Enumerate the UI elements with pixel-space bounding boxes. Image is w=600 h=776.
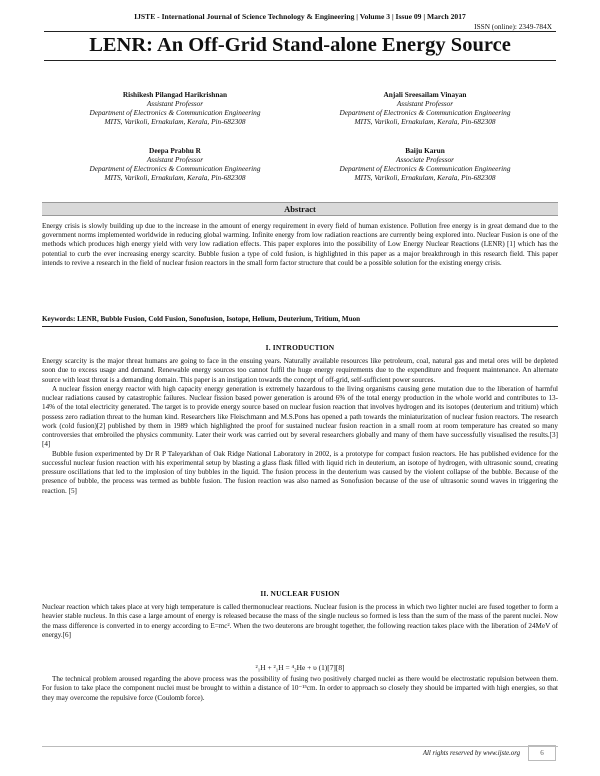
author-block [50,90,300,126]
author-role: Assistant Professor [146,155,204,164]
keywords: Keywords: LENR, Bubble Fusion, Cold Fusion, Sonofusion, Isotope, Helium, Deuterium, Tritium, Muon [42,315,361,323]
paragraph: A nuclear fission energy reactor with high capacity energy generation is extremely hazardous to the living organisms causing gene mutation due to the liberation of harmful nuclear radiations caused by catastrophic failures. Nuclear fission based power generation is around 6% of the total energy production in the whole world and contributes to 13-14% of the total electricity generated. The target is to provide energy source based on nuclear fusion reaction that involves hydrogen and its isotopes (deuterium and tritium) which possess zero radiation threat to the human kind. Researchers like Fleischmann and M.S.Pons has opened a path towards the miniaturization of nuclear fusion reactors. The research work (cold fusion)[2] published by them in 1989 which highlighted the proof for sustained nuclear fusion reaction in a small room at room temperature has created so many controversies that embroiled the physics community. Later their work was carried out by several researchers globally and many of them have successfully visualised the results.[3][4] [42,384,558,449]
author-department: Department of Electronics & Communication Engineering [89,108,261,117]
title-divider-bottom [44,60,556,61]
paragraph: The technical problem aroused regarding the above process was the possibility of fusing two positively charged nuclei as there would be electrostatic repulsion between them. For fusion to take place the component nuclei must be brought to within a distance of 10⁻¹⁵cm. In order to approach so closely they should be imparted with high energies, so that they may overcome the repulsive force (Coulomb force). [42,675,558,702]
nuclear-fusion-body [42,603,558,640]
abstract-heading: Abstract [42,202,558,216]
title-divider-top [44,31,556,32]
page-number: 6 [528,745,556,761]
author-department: Department of Electronics & Communication Engineering [89,164,261,173]
author-block [300,146,550,182]
footer-divider [42,746,558,747]
section-heading-introduction: I. INTRODUCTION [265,343,335,352]
abstract-text: Energy crisis is slowly building up due to the increase in the amount of energy requirement in every field of human existence. Pollution free energy is in great demand due to the government norms implemented worldwide in reducing global warming. Infinite energy from low radiation reactions are currently being explored into. Nuclear Fusion is one of the methods which produces high energy yield with very low radiation effects. This paper explores into the possibility of Low Energy Nuclear Reactions (LENR) [1] which has the potential to curb the ever increasing energy scarcity. Bubble fusion a type of cold fusion, is highlighted in this paper as a major breakthrough in this research field. This paper intends to revive a research in the field of nuclear fusion reactors in the small form factor structure that could be a possible solution for the existing energy crisis. [42,222,558,267]
author-address: MITS, Varikoli, Ernakulam, Kerala, Pin-682308 [354,117,496,126]
author-address: MITS, Varikoli, Ernakulam, Kerala, Pin-682308 [354,173,496,182]
author-address: MITS, Varikoli, Ernakulam, Kerala, Pin-682308 [104,117,246,126]
author-department: Department of Electronics & Communication Engineering [339,108,511,117]
keywords-divider [42,326,558,327]
fusion-equation: ²₁H + ²₁H = ⁴₂He + υ (1)[7][8] [255,663,345,672]
paragraph: Bubble fusion experimented by Dr R P Taleyarkhan of Oak Ridge National Laboratory in 2002, is a prototype for compact fusion reactors. He has published evidence for the successful nuclear fusion reaction with his experimental setup by blasting a glass flask filled with liquid rich in deuterium, an isotope of hydrogen, with ultrasonic sound, creating pressure oscillations that led to the implosion of tiny bubbles in the liquid. The fusion process in the deuterium was caused by the violent collapse of the bubble. Because of the presence of bubble, the process was termed as bubble fusion. The fusion reaction was also named as Sonofusion because of the use of ultrasonic sound waves in triggering the reaction. [5] [42,449,558,495]
author-name: Deepa Prabhu R [149,146,201,155]
nuclear-fusion-body-continued [42,675,558,703]
author-role: Assistant Professor [396,99,454,108]
author-role: Associate Professor [396,155,454,164]
author-name: Anjali Sreesailam Vinayan [383,90,467,99]
author-role: Assistant Professor [146,99,204,108]
paragraph: Nuclear reaction which takes place at very high temperature is called thermonuclear reactions. Nuclear fusion is the process in which two lighter nuclei are fused together to form a heavier stable nucleus. In this case a large amount of energy is released because the mass of the single nucleus so formed is less than the sum of the mass of the parent nuclei. Now the mass difference is converted in to energy according to E=mc². When the two deuterons are brought together, the following reaction takes place with the liberation of 24MeV of energy.[6] [42,603,558,639]
author-block [50,146,300,182]
author-name: Rishikesh Pilangad Harikrishnan [122,90,228,99]
author-address: MITS, Varikoli, Ernakulam, Kerala, Pin-682308 [104,173,246,182]
section-heading-nuclear-fusion: II. NUCLEAR FUSION [260,589,340,598]
introduction-body [42,357,558,496]
author-block [300,90,550,126]
paper-title: LENR: An Off-Grid Stand-alone Energy Source [89,34,511,56]
footer-rights: All rights reserved by www.ijste.org [422,750,520,757]
journal-header: IJSTE - International Journal of Science Technology & Engineering | Volume 3 | Issue 09 | March 2017 [134,12,466,21]
author-name: Baiju Karun [405,146,445,155]
author-department: Department of Electronics & Communication Engineering [339,164,511,173]
issn-label: ISSN (online): 2349-784X [474,22,552,31]
paragraph: Energy scarcity is the major threat humans are going to face in the ensuing years. Naturally available resources like petroleum, coal, natural gas and metal ores will be depleted soon due to excess usage and demand. Renewable energy sources too cannot fulfil the huge energy requirements due to the expenditure and frequent maintenance. An alternate source with least threat is a demanding domain. This paper is an instigation towards the concept of off-grid, self-sufficient power sources. [42,357,558,384]
